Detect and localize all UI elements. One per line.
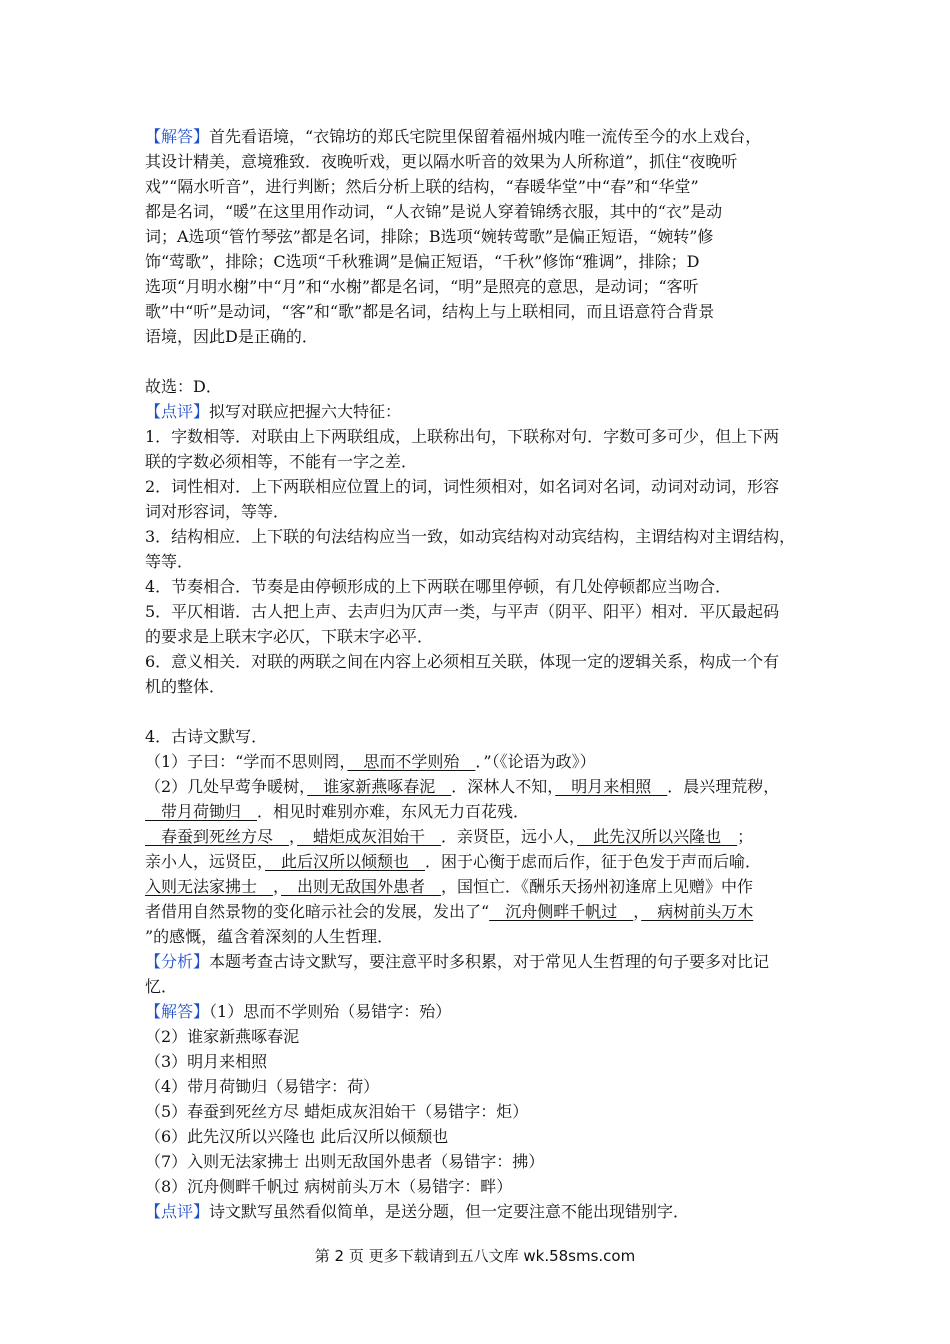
q4-item-cont: ”的感慨，蕴含着深刻的人生哲理．	[145, 927, 394, 946]
comment-1-line: 联的字数必须相等，不能有一字之差．	[145, 452, 418, 471]
answer-2-line: （8）沉舟侧畔千帆过 病树前头万木（易错字：畔）	[145, 1177, 513, 1196]
answer-1-line: 语境，因此D是正确的．	[145, 327, 318, 346]
answer-2-line: （5）春蚕到死丝方尽 蜡炬成灰泪始干（易错字：炬）	[145, 1102, 529, 1121]
blank-answer: 出则无敌国外患者	[281, 877, 442, 896]
comment-1-line: 3．结构相应．上下联的句法结构应当一致，如动宾结构对动宾结构，主谓结构对主谓结构，	[145, 527, 796, 546]
q4-item-1: （1）子曰：“学而不思则罔， 思而不学则殆 ．”（《论语为政》）	[145, 752, 596, 771]
comment-2-line: 【点评】诗文默写虽然看似简单，是送分题，但一定要注意不能出现错别字．	[145, 1202, 690, 1221]
blank-answer: 此先汉所以兴隆也	[577, 827, 738, 846]
analysis-line-1: 【分析】本题考查古诗文默写，要注意平时多积累，对于常见人生哲理的句子要多对比记	[145, 952, 770, 971]
q4-item-cont: 春蚕到死丝方尽 ， 蜡炬成灰泪始干 ．亲贤臣，远小人， 此先汉所以兴隆也 ；	[145, 827, 754, 846]
comment-tag: 【点评】	[145, 402, 210, 421]
blank-answer: 春蚕到死丝方尽	[145, 827, 290, 846]
answer-tag: 【解答】	[145, 127, 210, 146]
blank-answer: 沉舟侧畔千帆过	[489, 902, 634, 921]
answer-1-line: 饰“莺歌”，排除；C选项“千秋雅调”是偏正短语，“千秋”修饰“雅调”，排除；D	[145, 252, 700, 271]
comment-1-line: 词对形容词，等等．	[145, 502, 290, 521]
blank-answer: 此后汉所以倾颓也	[265, 852, 426, 871]
blank-answer: 入则无法家拂士	[145, 877, 274, 896]
answer-2-line: （6）此先汉所以兴隆也 此后汉所以倾颓也	[145, 1127, 449, 1146]
comment-1-line: 4．节奏相合．节奏是由停顿形成的上下两联在哪里停顿，有几处停顿都应当吻合．	[145, 577, 732, 596]
choice-line: 故选：D．	[145, 377, 222, 396]
answer-2-line: （4）带月荷锄归（易错字：荷）	[145, 1077, 380, 1096]
answer-1-line: 都是名词，“暖”在这里用作动词，“人衣锦”是说人穿着锦绣衣服，其中的“衣”是动	[145, 202, 723, 221]
comment-1-heading: 【点评】拟写对联应把握六大特征：	[145, 402, 402, 421]
answer-2-line: （2）谁家新燕啄春泥	[145, 1027, 300, 1046]
spacer	[145, 699, 817, 724]
comment-1-line: 2．词性相对．上下两联相应位置上的词，词性须相对，如名词对名词，动词对动词，形容	[145, 477, 780, 496]
analysis-line: 忆．	[145, 977, 178, 996]
blank-answer: 明月来相照	[555, 777, 668, 796]
blank-answer: 蜡炬成灰泪始干	[297, 827, 442, 846]
analysis-tag: 【分析】	[145, 952, 210, 971]
page-footer: 第 2 页 更多下载请到五八文库 wk.58sms.com	[314, 1247, 636, 1265]
question-4-title: 4．古诗文默写．	[145, 727, 268, 746]
answer-1-line-1: 【解答】首先看语境，“衣锦坊的郑氏宅院里保留着福州城内唯一流传至今的水上戏台，	[145, 127, 762, 146]
answer-1-line: 戏”“隔水听音”，进行判断；然后分析上联的结构，“春暖华堂”中“春”和“华堂”	[145, 177, 699, 196]
comment-1-line: 机的整体．	[145, 677, 226, 696]
q4-item-cont: 者借用自然景物的变化暗示社会的发展，发出了“ 沉舟侧畔千帆过 ， 病树前头万木	[145, 902, 754, 921]
q4-item-cont: 亲小人，远贤臣， 此后汉所以倾颓也 ．困于心衡于虑而后作，征于色发于声而后喻．	[145, 852, 762, 871]
answer-1-line: 选项“月明水榭”中“月”和“水榭”都是名词，“明”是照亮的意思，是动词；“客听	[145, 277, 699, 296]
comment-1-line: 1．字数相等．对联由上下两联组成，上联称出句，下联称对句．字数可多可少，但上下两	[145, 427, 780, 446]
blank-answer: 谁家新燕啄春泥	[307, 777, 452, 796]
answer-1-line	[145, 349, 817, 374]
answer-tag: 【解答】	[145, 1002, 210, 1021]
answer-1-line: 词；A选项“管竹琴弦”都是名词，排除；B选项“婉转莺歌”是偏正短语，“婉转”修	[145, 227, 714, 246]
blank-answer: 病树前头万木	[641, 902, 754, 921]
q4-item-cont: 入则无法家拂士 ， 出则无敌国外患者 ，国恒亡．《酬乐天扬州初逢席上见赠》中作	[145, 877, 754, 896]
q4-item-2: （2）几处早莺争暖树， 谁家新燕啄春泥 ．深林人不知， 明月来相照 ．晨兴理荒秽，	[145, 777, 780, 796]
document-body	[145, 124, 817, 1224]
answer-2-line: （7）入则无法家拂士 出则无敌国外患者（易错字：拂）	[145, 1152, 545, 1171]
answer-2-line: （3）明月来相照	[145, 1052, 268, 1071]
comment-1-line: 6．意义相关．对联的两联之间在内容上必须相互关联，体现一定的逻辑关系，构成一个有	[145, 652, 780, 671]
blank-answer: 思而不学则殆	[347, 752, 476, 771]
comment-1-line: 的要求是上联末字必仄，下联末字必平．	[145, 627, 434, 646]
q4-item-2-cont: 带月荷锄归 ．相见时难别亦难，东风无力百花残．	[145, 802, 530, 821]
answer-1-line: 歌”中“听”是动词，“客”和“歌”都是名词，结构上与上联相同，而且语意符合背景	[145, 302, 715, 321]
comment-1-line: 5．平仄相谐．古人把上声、去声归为仄声一类，与平声（阴平、阳平）相对．平仄最起码	[145, 602, 780, 621]
comment-1-line: 等等．	[145, 552, 194, 571]
answer-1-line: 其设计精美，意境雅致．夜晚听戏，更以隔水听音的效果为人所称道”，抓住“夜晚听	[145, 152, 738, 171]
answer-2-line-1: 【解答】（1）思而不学则殆（易错字：殆）	[145, 1002, 452, 1021]
blank-answer: 带月荷锄归	[145, 802, 258, 821]
comment-tag: 【点评】	[145, 1202, 210, 1221]
